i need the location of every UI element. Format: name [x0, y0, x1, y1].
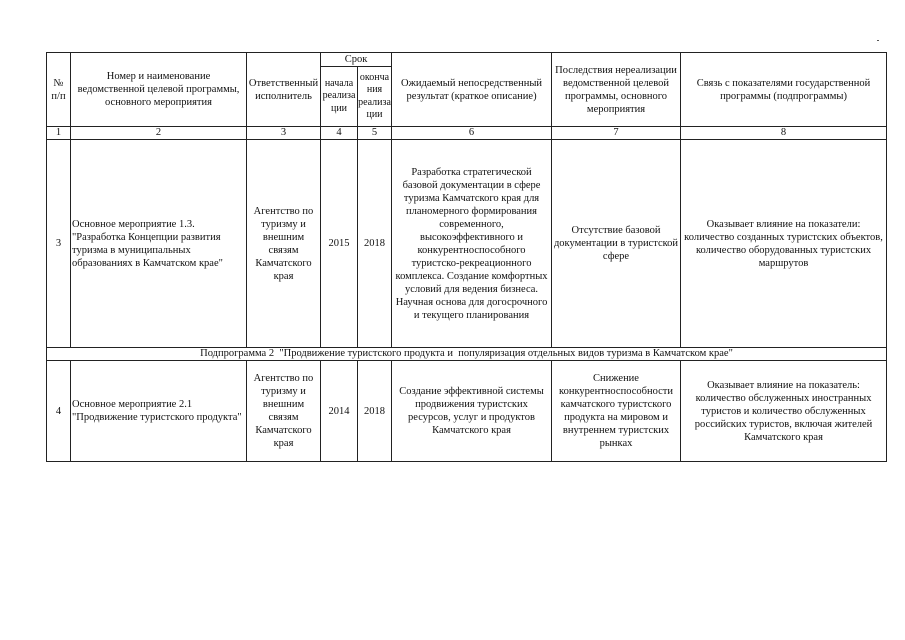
- row-responsible: Агентство по туризму и внешним связям Камчатского края: [247, 140, 321, 348]
- row-start: 2015: [321, 140, 358, 348]
- subprogram-title: Подпрограмма 2 "Продвижение туристского продукта и популяризация отдельных видов туризма в Камчатском крае": [47, 348, 887, 361]
- col-number: 4: [321, 127, 358, 140]
- table-row: [47, 140, 887, 348]
- header-result: Ожидаемый непосредственный результат (краткое описание): [392, 53, 552, 127]
- header-num: № п/п: [47, 53, 71, 127]
- col-number: 6: [392, 127, 552, 140]
- col-number: 8: [681, 127, 887, 140]
- row-result: Создание эффективной системы продвижения туристских ресурсов, услуг и продуктов Камчатского края: [392, 361, 552, 462]
- row-link: Оказывает влияние на показатель: количество обслуженных иностранных туристов и количество обслуженных российских туристов, включая жителей Камчатского края: [681, 361, 887, 462]
- row-num: 3: [47, 140, 71, 348]
- row-result: Разработка стратегической базовой документации в сфере туризма Камчатского края для планомерного формирования современного, высокоэффективного и конкурентноспособного туристско-рекреационного комплекса. Создание комфортных условий для ведения бизнеса. Научная основа для догосрочного и текущего планирования: [392, 140, 552, 348]
- scan-mark: [877, 40, 879, 41]
- header-name: Номер и наименование ведомственной целевой программы, основного мероприятия: [71, 53, 247, 127]
- col-number: 7: [552, 127, 681, 140]
- row-end: 2018: [358, 361, 392, 462]
- header-start: начала реализации: [321, 67, 358, 127]
- row-start: 2014: [321, 361, 358, 462]
- row-name: Основное мероприятие 1.3. "Разработка Концепции развития туризма в муниципальных образованиях в Камчатском крае": [71, 140, 247, 348]
- col-number: 3: [247, 127, 321, 140]
- row-consequences: Снижение конкурентноспособности камчатского туристского продукта на мировом и внутреннем туристских рынках: [552, 361, 681, 462]
- header-link: Связь с показателями государственной программы (подпрограммы): [681, 53, 887, 127]
- row-link: Оказывает влияние на показатели: количество созданных туристских объектов, количество оборудованных туристских маршрутов: [681, 140, 887, 348]
- header-responsible: Ответственный исполнитель: [247, 53, 321, 127]
- col-number: 2: [71, 127, 247, 140]
- row-num: 4: [47, 361, 71, 462]
- row-responsible: Агентство по туризму и внешним связям Камчатского края: [247, 361, 321, 462]
- col-number: 5: [358, 127, 392, 140]
- row-consequences: Отсутствие базовой документации в туристской сфере: [552, 140, 681, 348]
- row-name: Основное мероприятие 2.1 "Продвижение туристского продукта": [71, 361, 247, 462]
- row-end: 2018: [358, 140, 392, 348]
- subprogram-row: [47, 348, 887, 361]
- table-row: [47, 361, 887, 462]
- header-consequences: Последствия нереализации ведомственной целевой программы, основного мероприятия: [552, 53, 681, 127]
- header-term: Срок: [321, 53, 392, 67]
- header-end: окончания реализации: [358, 67, 392, 127]
- program-table: [46, 52, 887, 462]
- column-numbers-row: [47, 127, 887, 140]
- col-number: 1: [47, 127, 71, 140]
- header-row: [47, 53, 887, 67]
